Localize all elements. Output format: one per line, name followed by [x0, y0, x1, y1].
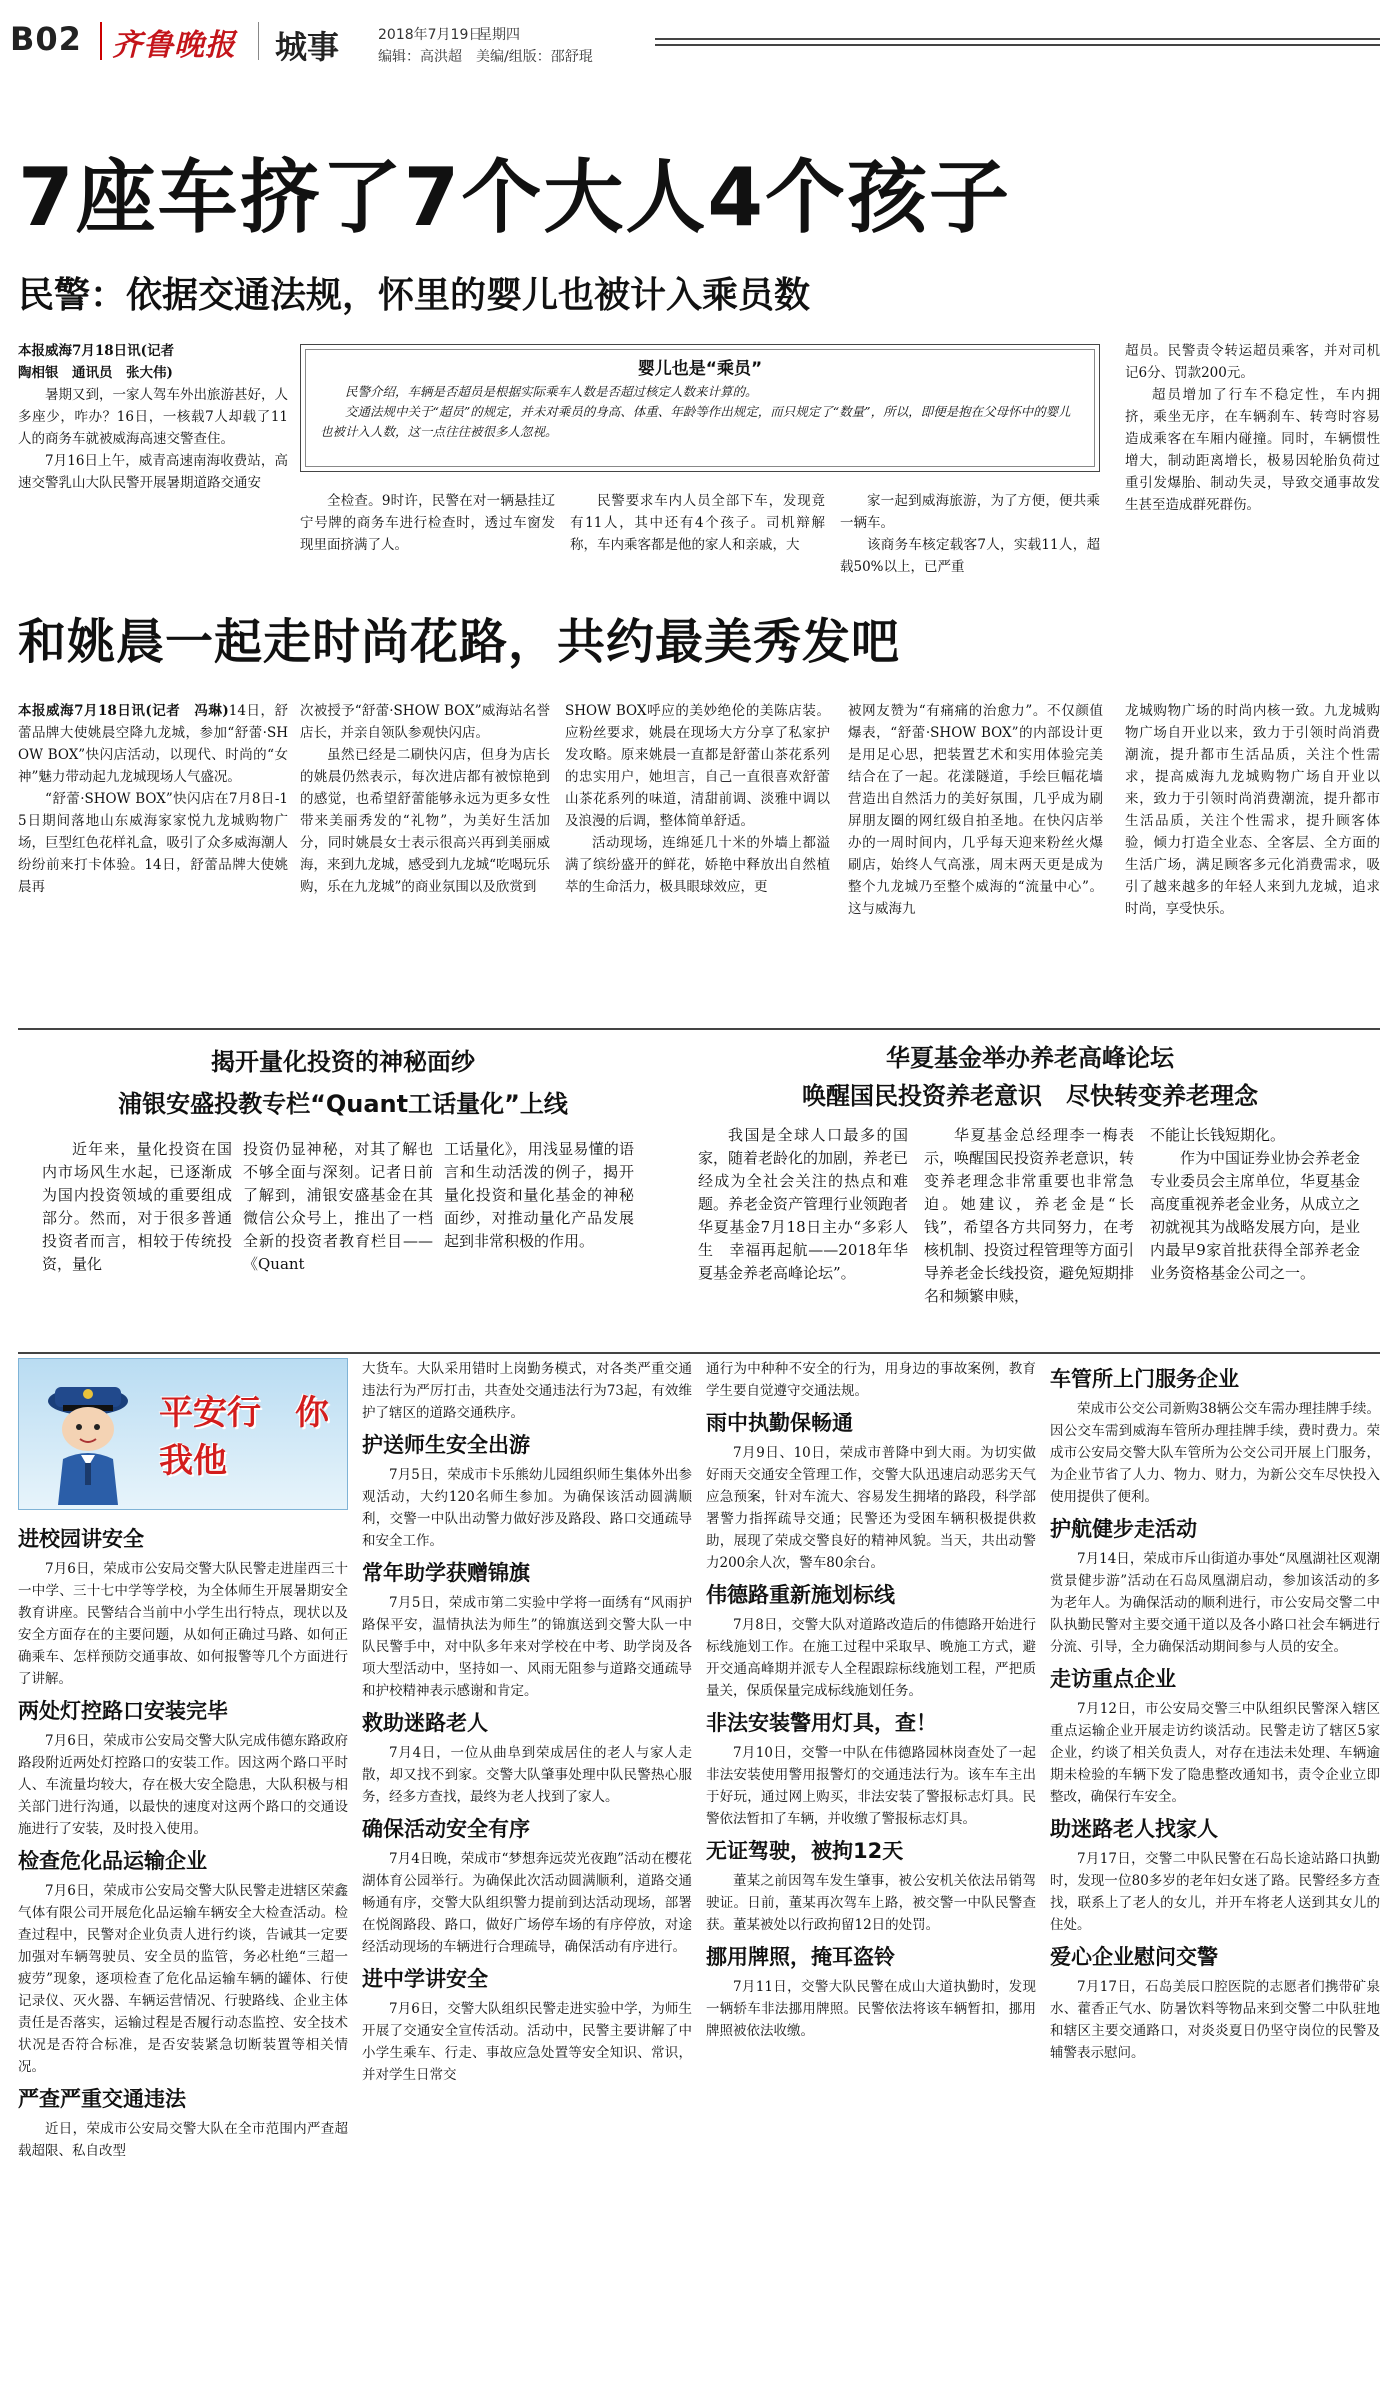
fashion-column-1	[18, 700, 288, 1020]
fashion-paragraph: 活动现场，连绵延几十米的外墙上都溢满了缤纷盛开的鲜花，娇艳中释放出自然植萃的生命活力，极具眼球效应，更	[565, 835, 830, 895]
lead-paragraph: 民警要求车内人员全部下车，发现竟有11人，其中还有4个孩子。司机辩解称，车内乘客都是他的家人和亲戚，大	[570, 493, 825, 553]
brief-paragraph: 7月11日，交警大队民警在成山大道执勤时，发现一辆轿车非法挪用牌照。民警依法将该车辆暂扣，挪用牌照被依法收缴。	[706, 1979, 1036, 2039]
pension-paragraph: 我国是全球人口最多的国家，随着老龄化的加剧，养老已经成为全社会关注的热点和难题。养老金资产管理行业领跑者华夏基金7月18日主办“多彩人生 幸福再起航——2018年华夏基金养老高峰论坛”。	[698, 1126, 908, 1282]
quant-column-2	[243, 1138, 433, 1348]
brief-headline: 非法安装警用灯具，查！	[706, 1711, 937, 1735]
brief-headline: 常年助学获赠锦旗	[362, 1561, 530, 1585]
fashion-paragraph: “舒蕾·SHOW BOX”快闪店在7月8日-15日期间落地山东威海家家悦九龙城购物广场，巨型红色花样礼盒，吸引了众多威海潮人纷纷前来打卡体验。14日，舒蕾品牌大使姚晨再	[18, 791, 288, 895]
brief-headline: 护送师生安全出游	[362, 1433, 530, 1457]
fashion-text: 14日，舒蕾品牌大使姚晨空降九龙城，参加“舒蕾·SHOW BOX”快闪店活动，以现代、时尚的“女神”魅力带动起九龙城现场人气盛况。	[18, 703, 288, 785]
brief-headline: 进校园讲安全	[18, 1527, 144, 1551]
pension-paragraph: 不能让长钱短期化。	[1150, 1126, 1286, 1144]
lead-paragraph: 7月16日上午，威青高速南海收费站，高速交警乳山大队民警开展暑期道路交通安	[18, 453, 288, 491]
brief-headline: 确保活动安全有序	[362, 1817, 530, 1841]
safety-paragraph: 大货车。大队采用错时上岗勤务模式，对各类严重交通违法行为严厉打击，共查处交通违法行为73起，有效维护了辖区的道路交通秩序。	[362, 1361, 692, 1421]
fashion-paragraph: 次被授予“舒蕾·SHOW BOX”威海站名誉店长，并亲自领队参观快闪店。	[300, 703, 550, 741]
brief-headline: 严查严重交通违法	[18, 2087, 186, 2111]
brief-headline: 助迷路老人找家人	[1050, 1817, 1218, 1841]
issue-date: 2018年7月19日	[378, 27, 483, 43]
safety-column-3	[706, 1358, 1036, 2388]
editor-credits: 编辑：高洪超 美编/组版：邵舒琨	[378, 49, 593, 65]
quant-subtitle: 浦银安盛投教专栏“Quant工话量化”上线	[118, 1090, 568, 1118]
safety-banner-title: 平安行 你我他	[159, 1393, 329, 1481]
brief-headline: 伟德路重新施划标线	[706, 1583, 895, 1607]
brief-paragraph: 荣成市公交公司新购38辆公交车需办理挂牌手续。因公交车需到威海车管所办理挂牌手续，费时费力。荣成市公安局交警大队车管所为公交公司开展上门服务，为企业节省了人力、物力、财力，为新公交车尽快投入使用提供了便利。	[1050, 1401, 1380, 1505]
fashion-paragraph: SHOW BOX呼应的美妙绝伦的美陈店装。应粉丝要求，姚晨在现场大方分享了私家护发攻略。原来姚晨一直都是舒蕾山茶花系列的忠实用户，她坦言，自己一直很喜欢舒蕾山茶花系列的味道，清甜前调、淡雅中调以及浪漫的后调，整体简单舒适。	[565, 703, 830, 829]
fashion-column-2	[300, 700, 550, 1020]
masthead-divider-2	[258, 22, 259, 60]
section-rule	[18, 1352, 1380, 1354]
paper-logo: 齐鲁晚报	[112, 28, 236, 63]
lead-column-4	[840, 490, 1100, 600]
pension-feature	[680, 1040, 1380, 1350]
brief-headline: 救助迷路老人	[362, 1711, 488, 1735]
lead-paragraph: 超员。民警责令转运超员乘客，并对司机记6分、罚款200元。	[1125, 343, 1380, 381]
safety-paragraph: 通行为中种种不安全的行为，用身边的事故案例，教育学生要自觉遵守交通法规。	[706, 1361, 1036, 1399]
masthead-divider	[100, 22, 102, 60]
masthead-rule	[655, 38, 1380, 46]
brief-paragraph: 7月6日，荣成市公安局交警大队民警走进辖区荣鑫气体有限公司开展危化品运输车辆安全大检查活动。检查过程中，民警对企业负责人进行约谈，告诫其一定要加强对车辆驾驶员、安全员的监管，务必杜绝“三超一疲劳”现象，逐项检查了危化品运输车辆的罐体、行使记录仪、灭火器、车辆运营情况、行驶路线、企业主体责任是否落实，运输过程是否履行动态监控、安全技术状况是否符合标准，是否安装紧急切断装置等相关情况。	[18, 1883, 348, 2075]
sidebar-box-paragraph: 交通法规中关于“超员”的规定，并未对乘员的身高、体重、年龄等作出规定，而只规定了“数量”，所以，即便是抱在父母怀中的婴儿也被计入人数，这一点往往被很多人忽视。	[320, 404, 1071, 439]
lead-paragraph: 暑期又到，一家人驾车外出旅游甚好，人多座少，咋办？16日，一核载7人却载了11人的商务车就被威海高速交警查住。	[18, 387, 288, 447]
lead-column-1	[18, 340, 288, 596]
brief-paragraph: 7月8日，交警大队对道路改造后的伟德路开始进行标线施划工作。在施工过程中采取早、晚施工方式，避开交通高峰期并派专人全程跟踪标线施划工程，严把质量关，保质保量完成标线施划任务。	[706, 1617, 1036, 1699]
lead-column-5	[1125, 340, 1380, 600]
lead-column-3	[570, 490, 825, 600]
pension-paragraph: 华夏基金总经理李一梅表示，唤醒国民投资养老意识，转变养老理念非常重要也非常急迫。她建议，养老金是“长钱”，希望各方共同努力，在考核机制、投资过程管理等方面引导养老金长线投资，避免短期排名和频繁申赎，	[924, 1126, 1134, 1305]
sidebar-box-title: 婴儿也是“乘员”	[637, 359, 763, 379]
brief-paragraph: 7月12日，市公安局交警三中队组织民警深入辖区重点运输企业开展走访约谈活动。民警走访了辖区5家企业，约谈了相关负责人，对存在违法未处理、车辆逾期未检验的车辆下发了隐患整改通知书，责令企业立即整改，确保行车安全。	[1050, 1701, 1380, 1805]
pension-column-3	[1150, 1124, 1360, 1344]
brief-paragraph: 7月17日，石岛美辰口腔医院的志愿者们携带矿泉水、藿香正气水、防暑饮料等物品来到交警二中队驻地和辖区主要交通路口，对炎炎夏日仍坚守岗位的民警及辅警表示慰问。	[1050, 1979, 1380, 2061]
safety-banner	[18, 1358, 348, 1510]
lead-subheadline: 民警：依据交通法规，怀里的婴儿也被计入乘员数	[18, 275, 811, 316]
brief-paragraph: 7月4日，一位从曲阜到荣成居住的老人与家人走散，却又找不到家。交警大队肇事处理中队民警热心服务，经多方查找，最终为老人找到了家人。	[362, 1745, 692, 1805]
fashion-column-3	[565, 700, 830, 1020]
quant-paragraph: 近年来，量化投资在国内市场风生水起，已逐渐成为国内投资领域的重要组成部分。然而，对于很多普通投资者而言，相较于传统投资，量化	[42, 1140, 232, 1273]
fashion-paragraph: 龙城购物广场的时尚内核一致。九龙城购物广场自开业以来，致力于引领时尚消费潮流，提升都市生活品质，关注个性需求，提高威海九龙城购物广场自开业以来，致力于引领时尚消费潮流，提升都市生活品质，关注个性需求，提升顾客体验，倾力打造全业态、全客层、全方面的生活广场，满足顾客多元化消费需求，吸引了越来越多的年轻人来到九龙城，追求时尚，享受快乐。	[1125, 703, 1380, 917]
brief-paragraph: 7月10日，交警一中队在伟德路园林岗查处了一起非法安装使用警用报警灯的交通违法行为。该车车主出于好玩，通过网上购买，非法安装了警报标志灯具。民警依法暂扣了车辆，并收缴了警报标志灯具。	[706, 1745, 1036, 1827]
pension-column-1	[698, 1124, 908, 1344]
brief-paragraph: 7月6日，荣成市公安局交警大队完成伟德东路政府路段附近两处灯控路口的安装工作。因这两个路口平时人、车流量均较大，存在极大安全隐患，大队积极与相关部门进行沟通，以最快的速度对这两个路口的交通设施进行了安装，及时投入使用。	[18, 1733, 348, 1837]
pension-subtitle: 唤醒国民投资养老意识 尽快转变养老理念	[802, 1082, 1258, 1110]
brief-headline: 雨中执勤保畅通	[706, 1411, 853, 1435]
pension-column-2	[924, 1124, 1134, 1344]
lead-paragraph: 该商务车核定载客7人，实载11人，超载50%以上，已严重	[840, 537, 1100, 575]
lead-paragraph: 家一起到威海旅游，为了方便，便共乘一辆车。	[840, 493, 1100, 531]
brief-headline: 挪用牌照，掩耳盗铃	[706, 1945, 895, 1969]
lead-paragraph: 全检查。9时许，民警在对一辆悬挂辽宁号牌的商务车进行检查时，透过车窗发现里面挤满了人。	[300, 493, 555, 553]
masthead	[0, 0, 1395, 72]
brief-headline: 车管所上门服务企业	[1050, 1367, 1239, 1391]
brief-paragraph: 7月17日，交警二中队民警在石岛长途站路口执勤时，发现一位80多岁的老年妇女迷了路。民警经多方查找，联系上了老人的女儿，并开车将老人送到其女儿的住处。	[1050, 1851, 1380, 1933]
page-number: B02	[10, 20, 82, 58]
brief-headline: 进中学讲安全	[362, 1967, 488, 1991]
section-rule	[18, 1028, 1380, 1030]
section-name: 城事	[275, 28, 340, 66]
safety-column-1	[18, 1518, 348, 2388]
fashion-headline: 和姚晨一起走时尚花路，共约最美秀发吧	[18, 614, 901, 670]
fashion-column-4	[848, 700, 1103, 1020]
quant-paragraph: 投资仍显神秘，对其了解也不够全面与深刻。记者日前了解到，浦银安盛基金在其微信公众号上，推出了一档全新的投资者教育栏目——《Quant	[243, 1140, 433, 1273]
brief-paragraph: 7月5日，荣成市第二实验中学将一面绣有“风雨护路保平安，温情执法为师生”的锦旗送到交警大队一中队民警手中，对中队多年来对学校在中考、助学岗及各项大型活动中，坚持如一、风雨无阻参与道路交通疏导和护校精神表示感谢和肯定。	[362, 1595, 692, 1699]
fashion-paragraph: 虽然已经是二刷快闪店，但身为店长的姚晨仍然表示，每次进店都有被惊艳到的感觉，也希望舒蕾能够永远为更多女性带来美丽秀发的“礼物”，为美好生活加分，同时姚晨女士表示很高兴再到美丽威海，来到九龙城，感受到九龙城“吃喝玩乐购，乐在九龙城”的商业氛围以及欣赏到	[300, 747, 550, 895]
lead-column-2	[300, 490, 555, 600]
brief-headline: 无证驾驶，被拘12天	[706, 1839, 904, 1863]
brief-headline: 走访重点企业	[1050, 1667, 1176, 1691]
brief-paragraph: 近日，荣成市公安局交警大队在全市范围内严查超载超限、私自改型	[18, 2121, 348, 2159]
brief-paragraph: 7月4日晚，荣成市“梦想奔远荧光夜跑”活动在樱花湖体育公园举行。为确保此次活动圆满顺利，道路交通畅通有序，交警大队组织警力提前到达活动现场，部署在悦阁路段、路口，做好广场停车场的有序停放，对途经活动现场的车辆进行合理疏导，确保活动有序进行。	[362, 1851, 692, 1955]
quant-feature	[18, 1040, 668, 1350]
lead-headline: 7座车挤了7个大人4个孩子	[18, 151, 1011, 244]
brief-headline: 护航健步走活动	[1050, 1517, 1197, 1541]
safety-column-4	[1050, 1358, 1380, 2388]
issue-weekday: 星期四	[478, 27, 520, 43]
brief-paragraph: 董某之前因驾车发生肇事，被公安机关依法吊销驾驶证。日前，董某再次驾车上路，被交警一中队民警查获。董某被处以行政拘留12日的处罚。	[706, 1873, 1036, 1933]
brief-headline: 两处灯控路口安装完毕	[18, 1699, 228, 1723]
fashion-byline: 本报威海7月18日讯(记者 冯琳)	[18, 703, 229, 719]
pension-title: 华夏基金举办养老高峰论坛	[886, 1044, 1174, 1072]
quant-column-1	[42, 1138, 232, 1348]
quant-column-3	[444, 1138, 634, 1348]
brief-paragraph: 7月5日，荣成市卡乐熊幼儿园组织师生集体外出参观活动，大约120名师生参加。为确保该活动圆满顺利，交警一中队出动警力做好涉及路段、路口交通疏导和安全工作。	[362, 1467, 692, 1549]
lead-byline: 本报威海7月18日讯(记者 陶相银 通讯员 张大伟)	[18, 343, 175, 381]
brief-paragraph: 7月6日，荣成市公安局交警大队民警走进崖西三十一中学、三十七中学等学校，为全体师生开展暑期安全教育讲座。民警结合当前中小学生出行特点，现状以及安全方面存在的主要问题，从如何正确过马路、如何正确乘车、怎样预防交通事故、如何报警等几个方面进行了讲解。	[18, 1561, 348, 1687]
brief-paragraph: 7月14日，荣成市斥山街道办事处“凤凰湖社区观潮赏景健步游”活动在石岛凤凰湖启动，参加该活动的多为老年人。为确保活动的顺利进行，市公安局交警二中队执勤民警对主要交通干道以及各小路口社会车辆进行分流、引导，全力确保活动期间参与人员的安全。	[1050, 1551, 1380, 1655]
brief-headline: 检查危化品运输企业	[18, 1849, 207, 1873]
sidebar-box-paragraph: 民警介绍，车辆是否超员是根据实际乘车人数是否超过核定人数来计算的。	[345, 384, 758, 399]
fashion-paragraph: 被网友赞为“有痛痛的治愈力”。不仅颜值爆表，“舒蕾·SHOW BOX”的内部设计更是用足心思，把装置艺术和实用体验完美结合在了一起。花漾隧道，手绘巨幅花墙营造出自然活力的美好氛围，几乎成为刷屏朋友圈的网红级自拍圣地。在快闪店举办的一周时间内，几乎每天迎来粉丝火爆刷店，始终人气高涨，周末两天更是成为整个九龙城乃至整个威海的“流量中心”。这与威海九	[848, 703, 1103, 917]
brief-paragraph: 7月9日、10日，荣成市普降中到大雨。为切实做好雨天交通安全管理工作，交警大队迅速启动恶劣天气应急预案，针对车流大、容易发生拥堵的路段，科学部署警力指挥疏导交通；民警还为受困车辆积极提供救助，展现了荣成交警良好的精神风貌。当天，共出动警力200余人次，警车80余台。	[706, 1445, 1036, 1571]
sidebar-box	[300, 344, 1100, 472]
fashion-column-5	[1125, 700, 1380, 1020]
pension-paragraph: 作为中国证券业协会养老金专业委员会主席单位，华夏基金高度重视养老金业务，从成立之初就视其为战略发展方向，是业内最早9家首批获得全部养老金业务资格基金公司之一。	[1150, 1149, 1360, 1282]
police-mascot-icon	[33, 1367, 143, 1507]
safety-column-2	[362, 1358, 692, 2388]
quant-paragraph: 工话量化》，用浅显易懂的语言和生动活泼的例子，揭开量化投资和量化基金的神秘面纱，对推动量化产品发展起到非常积极的作用。	[444, 1140, 634, 1250]
brief-headline: 爱心企业慰问交警	[1050, 1945, 1218, 1969]
lead-paragraph: 超员增加了行车不稳定性，车内拥挤，乘坐无序，在车辆刹车、转弯时容易造成乘客在车厢内碰撞。同时，车辆惯性增大，制动距离增长，极易因轮胎负荷过重引发爆胎、制动失灵，导致交通事故发生甚至造成群死群伤。	[1125, 387, 1380, 513]
quant-title: 揭开量化投资的神秘面纱	[211, 1048, 475, 1076]
brief-paragraph: 7月6日，交警大队组织民警走进实验中学，为师生开展了交通安全宣传活动。活动中，民警主要讲解了中小学生乘车、行走、事故应急处置等安全知识、常识，并对学生日常交	[362, 2001, 692, 2083]
